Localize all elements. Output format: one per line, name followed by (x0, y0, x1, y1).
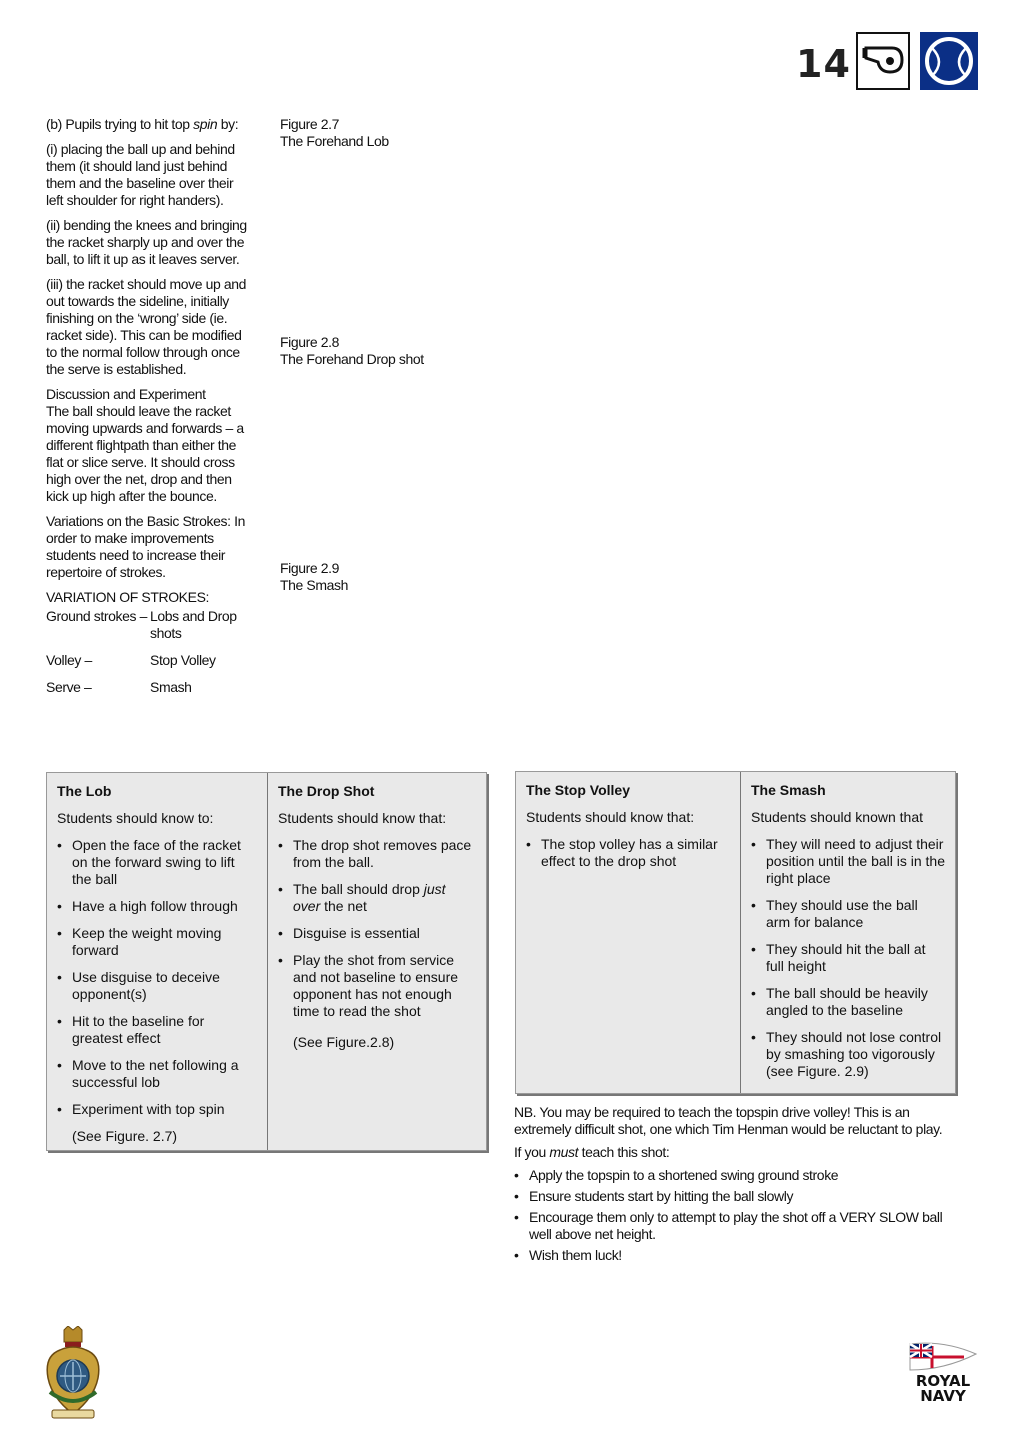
stopvolley-smash-table (515, 771, 956, 1094)
list-item: • Apply the topspin to a shortened swing ground stroke (514, 1167, 954, 1184)
list-item: • Use disguise to deceive opponent(s) (57, 969, 257, 1003)
nb-must: If you must teach this shot: (514, 1144, 670, 1160)
stopvolley-cell (516, 772, 740, 1093)
list-item: • They should use the ball arm for balance (751, 897, 945, 931)
dropshot-intro: Students should know that: (278, 810, 447, 826)
list-item: • Ensure students start by hitting the ball slowly (514, 1188, 954, 1205)
smash-list (751, 836, 945, 1080)
list-item: • Move to the net following a successful lob (57, 1057, 257, 1091)
lob-dropshot-table (46, 772, 487, 1151)
lob-figure-ref: (See Figure. 2.7) (72, 1128, 178, 1144)
page-number: 14 (796, 42, 851, 86)
nb-list (514, 1167, 954, 1264)
discussion-text: The ball should leave the racket moving upwards and forwards – a different flightpath than either the flat or slice serve. It should cross high over the net, drop and then kick up high after the bounce. (46, 403, 244, 504)
smash-cell (740, 772, 955, 1093)
list-item: • The stop volley has a similar effect to the drop shot (526, 836, 730, 870)
royal-marines-crest-icon (42, 1326, 104, 1425)
list-item: • Hit to the baseline for greatest effect (57, 1013, 257, 1047)
list-item: • They should not lose control by smashing too vigorously (see Figure. 2.9) (751, 1029, 945, 1080)
list-item: • Experiment with top spin (57, 1101, 257, 1118)
smash-title: The Smash (751, 782, 826, 798)
dropshot-list (278, 837, 476, 1020)
left-text-column (46, 116, 252, 696)
list-item: • The ball should drop just over the net (278, 881, 476, 915)
dropshot-figure-ref: (See Figure.2.8) (293, 1034, 395, 1050)
royal-navy-wordmark: ROYAL NAVY (915, 1372, 971, 1405)
whistle-icon (856, 32, 910, 90)
list-item: • Disguise is essential (278, 925, 476, 942)
stopvolley-intro: Students should know that: (526, 809, 695, 825)
list-item: • They should hit the ball at full height (751, 941, 945, 975)
lob-title: The Lob (57, 783, 112, 799)
list-item: • Open the face of the racket on the forward swing to lift the ball (57, 837, 257, 888)
nb-text: NB. You may be required to teach the topspin drive volley! This is an extremely difficult shot, one which Tim Henman would be reluctant to play. (514, 1104, 943, 1137)
figure-2-7-caption: Figure 2.7 The Forehand Lob (280, 116, 389, 149)
variations-text: Variations on the Basic Strokes: In order to make improvements students need to increase their repertoire of strokes. (46, 513, 245, 580)
dropshot-cell (267, 773, 486, 1150)
white-ensign-icon (908, 1340, 978, 1376)
list-item: • Have a high follow through (57, 898, 257, 915)
smash-intro: Students should known that (751, 809, 924, 825)
stopvolley-title: The Stop Volley (526, 782, 630, 798)
dropshot-title: The Drop Shot (278, 783, 375, 799)
lob-list (57, 837, 257, 1118)
discussion-title: Discussion and Experiment (46, 386, 206, 402)
list-item: • They will need to adjust their position until the ball is in the right place (751, 836, 945, 887)
strokes-row: Ground strokes – Lobs and Drop shots (46, 608, 237, 641)
variation-heading: VARIATION OF STROKES: (46, 589, 209, 605)
strokes-row: Volley – Stop Volley (46, 652, 216, 668)
list-item: • Play the shot from service and not baseline to ensure opponent has not enough time to read the shot (278, 952, 476, 1020)
step-ii: (ii) bending the knees and bringing the racket sharply up and over the ball, to lift it up as it leaves server. (46, 217, 247, 267)
topspin-intro: (b) Pupils trying to hit top spin by: (46, 116, 239, 132)
list-item: • Wish them luck! (514, 1247, 954, 1264)
step-iii: (iii) the racket should move up and out towards the sideline, initially finishing on the ‘wrong’ side (ie. racket side). This can be modified to the normal follow through once the serve is established. (46, 276, 246, 377)
lob-intro: Students should know to: (57, 810, 214, 826)
step-i: (i) placing the ball up and behind them (it should land just behind them and the baseline over their left shoulder for right handers). (46, 141, 235, 208)
tennis-ball-icon (920, 32, 978, 90)
discussion (46, 386, 252, 505)
strokes-row: Serve – Smash (46, 679, 192, 695)
list-item: • The drop shot removes pace from the ball. (278, 837, 476, 871)
figure-2-8-caption: Figure 2.8 The Forehand Drop shot (280, 334, 424, 367)
figure-2-9-caption: Figure 2.9 The Smash (280, 560, 348, 593)
list-item: • Encourage them only to attempt to play the shot off a VERY SLOW ball well above net height. (514, 1209, 954, 1243)
topspin-volley-note (514, 1104, 954, 1268)
lob-cell (47, 773, 267, 1150)
list-item: • The ball should be heavily angled to the baseline (751, 985, 945, 1019)
list-item: • Keep the weight moving forward (57, 925, 257, 959)
stopvolley-list (526, 836, 730, 870)
royal-navy-logo (908, 1340, 978, 1412)
